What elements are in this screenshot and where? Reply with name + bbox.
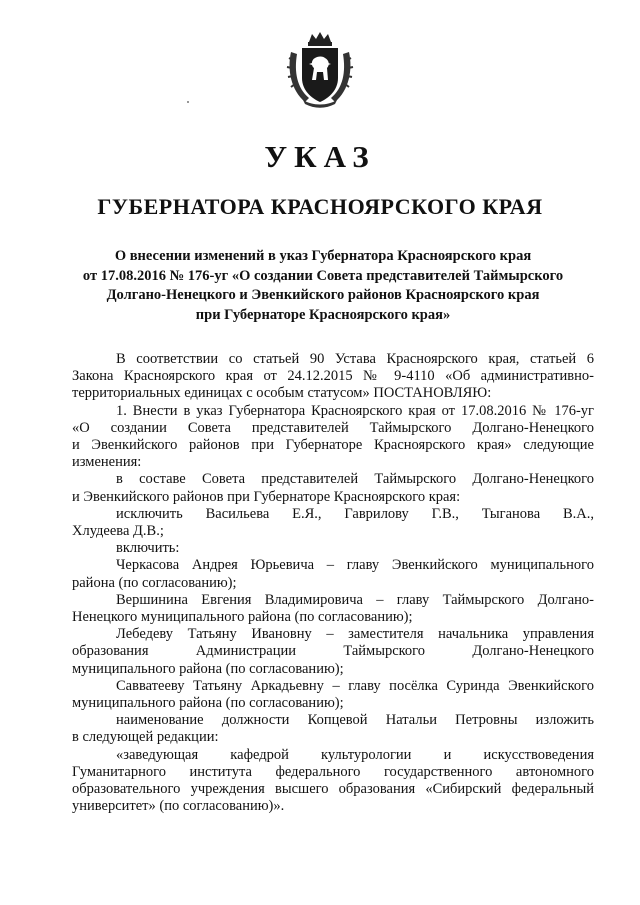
heading-line: от 17.08.2016 № 176-уг «О создании Совета представителей Таймырского — [82, 267, 564, 284]
text-line: Хлудеева Д.В.; — [72, 523, 164, 540]
text-line: включить: — [116, 540, 180, 557]
text-line: В соответствии со статьей 90 Устава Красноярского края, статьей 6 — [116, 351, 594, 367]
text-line: Вершинина Евгения Владимировича – главу Таймырского Долгано- — [116, 591, 594, 608]
text-line: «заведующая кафедрой культурологии и искусствоведения — [116, 746, 594, 763]
text-line: «О создании Совета представителей Таймырского Долгано-Ненецкого — [72, 419, 594, 436]
text-line: образовательного учреждения высшего образования «Сибирский федеральный — [72, 781, 594, 798]
decree-heading — [68, 247, 578, 325]
heading-line: О внесении изменений в указ Губернатора Красноярского края — [114, 248, 532, 264]
text-line: района (по согласованию); — [72, 574, 237, 591]
text-line: исключить Васильева Е.Я., Гаврилову Г.В., Тыганова В.А., — [116, 505, 594, 522]
text-line: наименование должности Копцевой Натальи Петровны изложить — [116, 712, 594, 729]
document-title: УКАЗ — [264, 139, 376, 174]
text-line: университет» (по согласованию)». — [72, 798, 285, 815]
text-line: в составе Совета представителей Таймырского Долгано-Ненецкого — [116, 471, 594, 488]
decree-body — [72, 351, 594, 815]
text-line: Закона Красноярского края от 24.12.2015 № 9-4110 «Об административно- — [72, 368, 594, 385]
heading-line: Долгано-Ненецкого и Эвенкийского районов Красноярского края — [106, 287, 540, 303]
text-line: изменения: — [72, 454, 142, 471]
text-line: Гуманитарного института федерального государственного автономного — [72, 763, 594, 780]
text-line: образования Администрации Таймырского Долгано-Ненецкого — [72, 643, 594, 660]
text-line: и Эвенкийского районов при Губернаторе Красноярского края: — [72, 488, 461, 505]
text-line: Ненецкого муниципального района (по согласованию); — [72, 609, 413, 626]
document-subtitle: ГУБЕРНАТОРА КРАСНОЯРСКОГО КРАЯ — [97, 194, 543, 219]
text-line: территориальных единицах с особым статусом» ПОСТАНОВЛЯЮ: — [72, 385, 492, 402]
text-line: Лебедеву Татьяну Ивановну – заместителя начальника управления — [116, 626, 594, 643]
text-line: муниципального района (по согласованию); — [72, 695, 344, 712]
text-line: муниципального района (по согласованию); — [72, 660, 344, 677]
text-line: Черкасова Андрея Юрьевича – главу Эвенкийского муниципального — [116, 557, 594, 574]
text-line: в следующей редакции: — [72, 729, 219, 746]
text-line: и Эвенкийского районов при Губернаторе Красноярского края» следующие — [72, 437, 594, 454]
text-line: 1. Внести в указ Губернатора Красноярского края от 17.08.2016 № 176-уг — [116, 402, 594, 419]
scan-speck — [187, 101, 189, 103]
text-line: Савватееву Татьяну Аркадьевну – главу посёлка Суринда Эвенкийского — [116, 677, 594, 694]
krasnoyarsk-coat-of-arms-icon — [285, 30, 355, 108]
heading-line: при Губернаторе Красноярского края» — [195, 306, 451, 323]
